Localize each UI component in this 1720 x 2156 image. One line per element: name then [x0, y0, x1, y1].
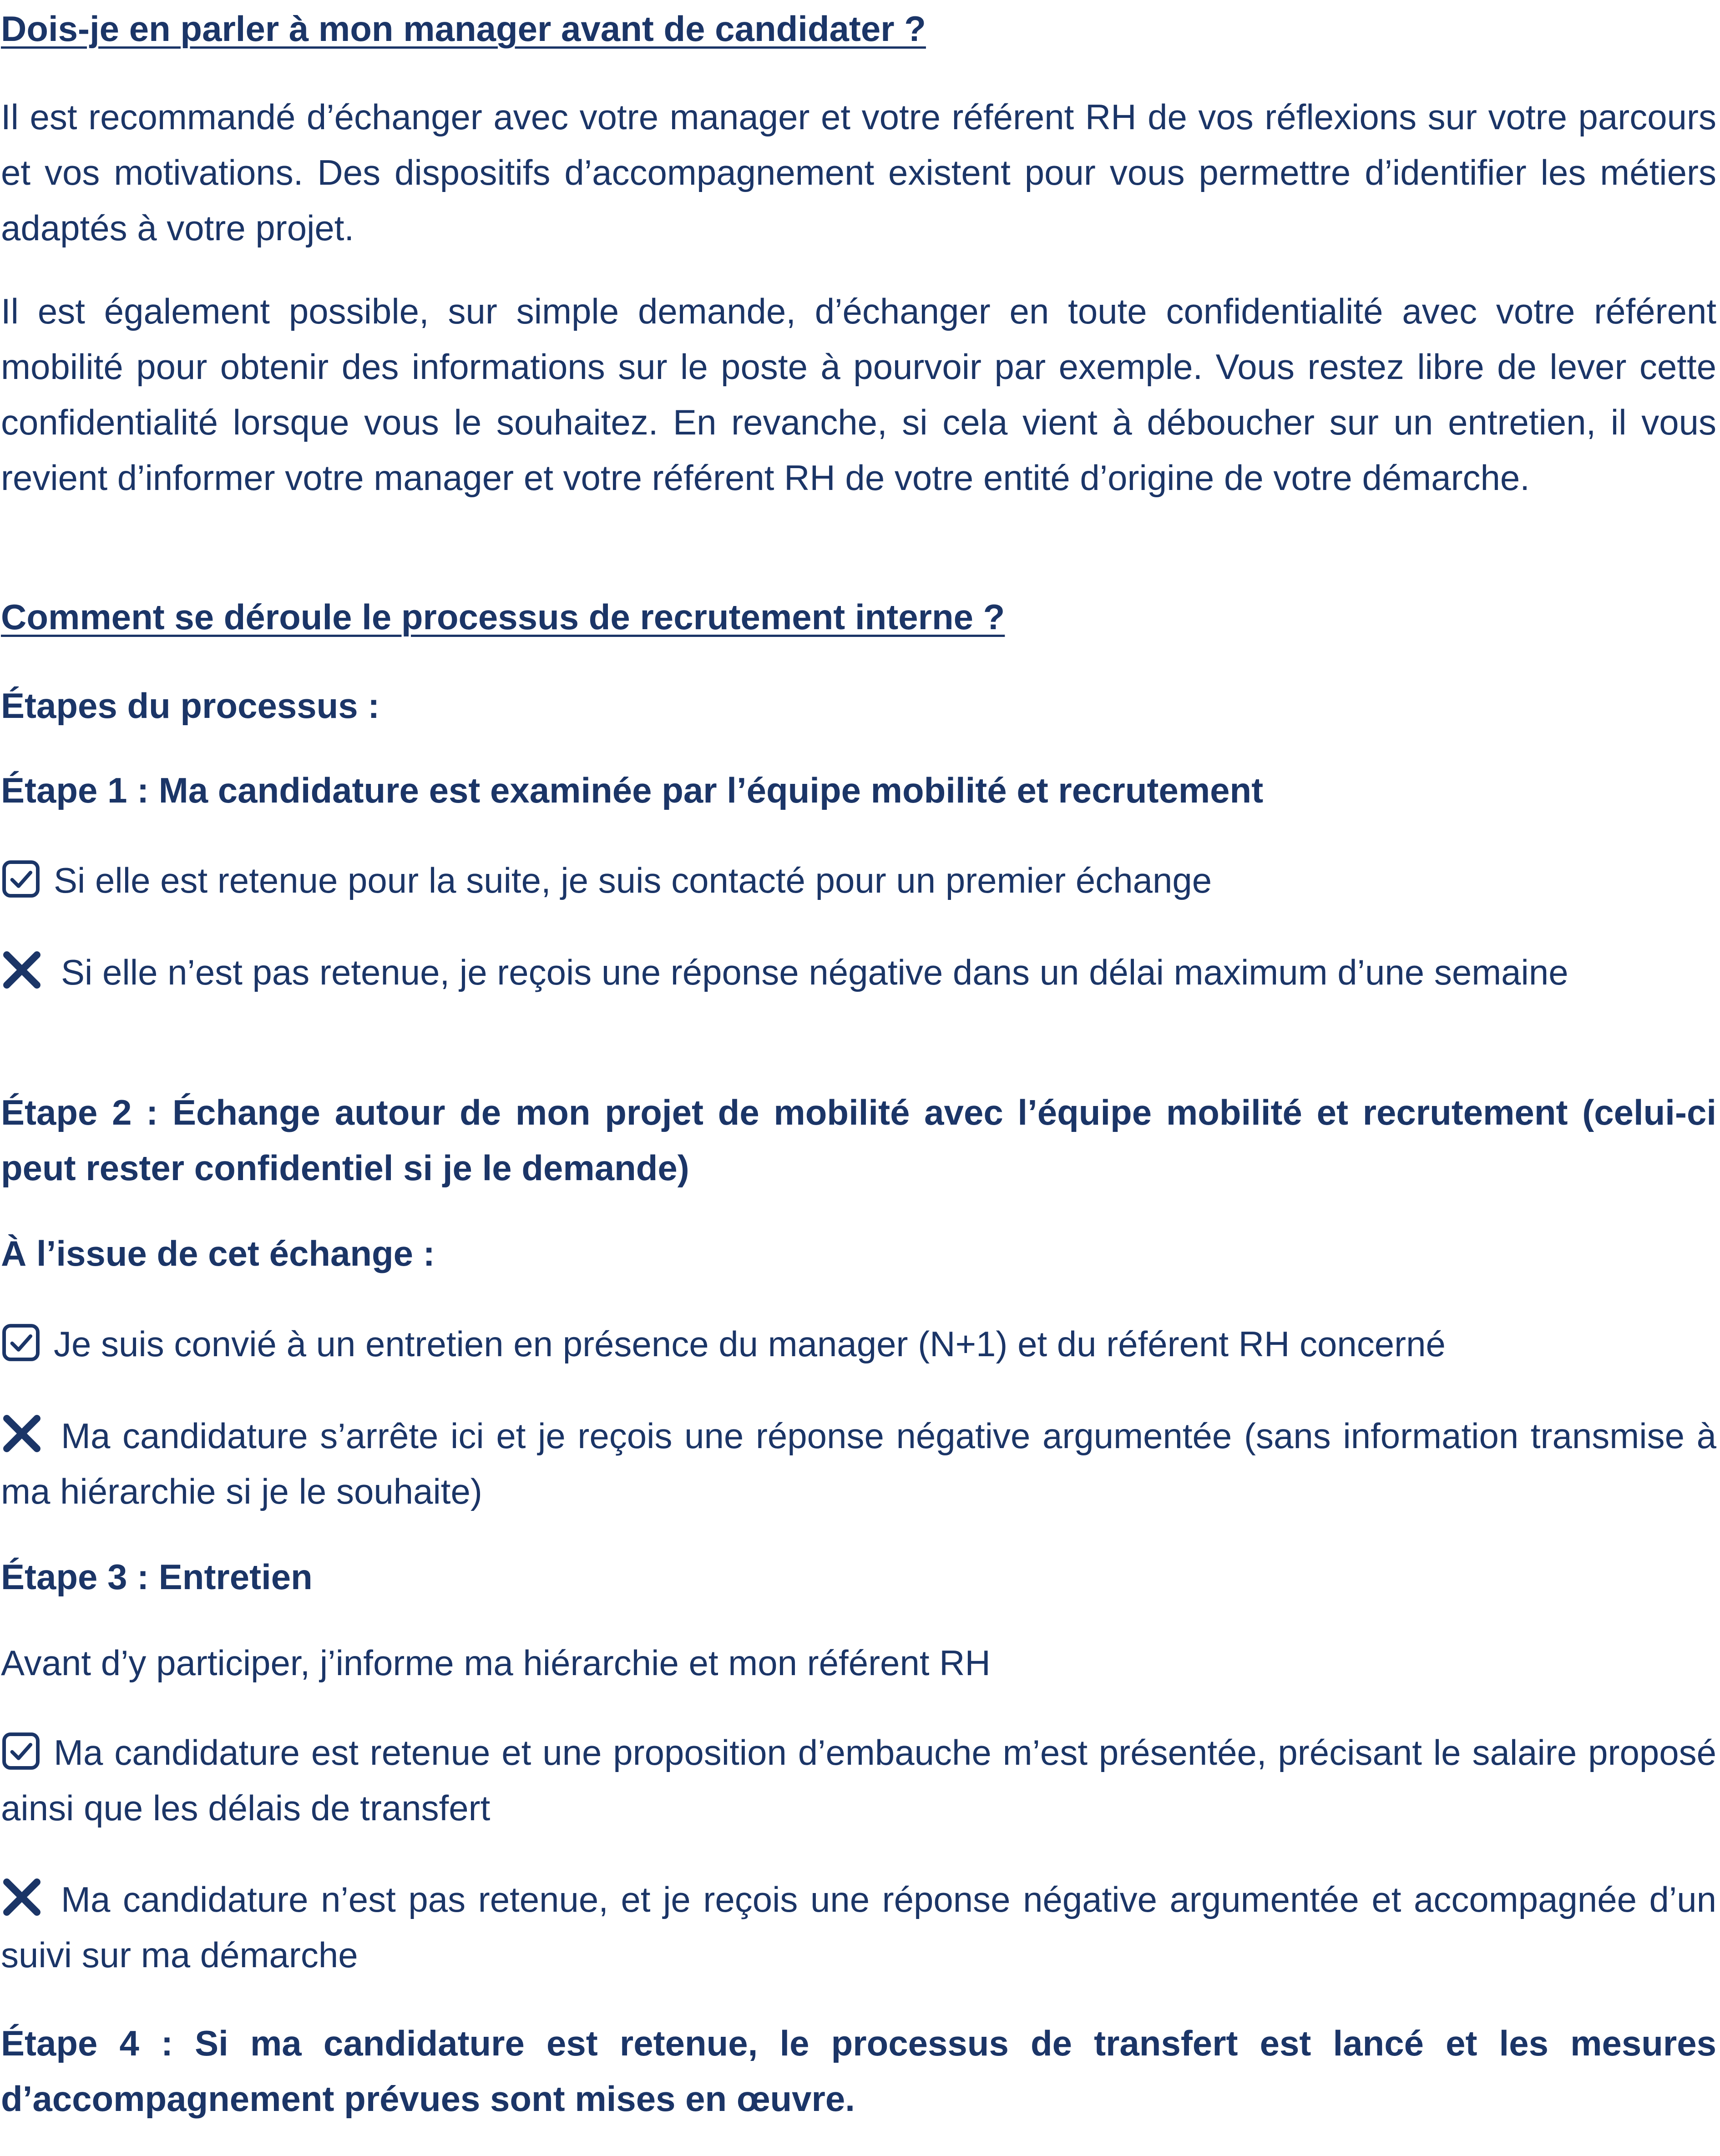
step-3-note: Avant d’y participer, j’informe ma hiérarchie et mon référent RH: [1, 1643, 991, 1683]
step-3-positive-outcome: [1, 1725, 1716, 1836]
step-1-positive-outcome: [1, 853, 1716, 908]
step-3-negative-text: Ma candidature n’est pas retenue, et je reçois une réponse négative argumentée et accompagnée d’un suivi sur ma démarche: [1, 1879, 1716, 1975]
question-talk-to-manager-heading: Dois-je en parler à mon manager avant de candidater ?: [1, 9, 926, 49]
step-4-title: Étape 4 : Si ma candidature est retenue, le processus de transfert est lancé et les mesures d’accompagnement prévues sont mises en œuvre.: [1, 2023, 1716, 2119]
step-2-negative-outcome: [1, 1408, 1716, 1519]
step-1-negative-outcome: [1, 944, 1716, 1000]
step-3-negative-outcome: [1, 1872, 1716, 1983]
step-3-title: Étape 3 : Entretien: [1, 1557, 313, 1597]
step-1-title: Étape 1 : Ma candidature est examinée par l’équipe mobilité et recrutement: [1, 770, 1264, 810]
cross-icon: [1, 1876, 43, 1918]
checkbox-checked-icon: [1, 859, 41, 899]
steps-label: Étapes du processus :: [1, 686, 380, 726]
step-3-positive-text: Ma candidature est retenue et une proposition d’embauche m’est présentée, précisant le salaire proposé ainsi que les délais de transfert: [1, 1732, 1716, 1828]
checkbox-checked-icon: [1, 1323, 41, 1363]
step-2-outcome-label: À l’issue de cet échange :: [1, 1233, 435, 1273]
step-2-positive-outcome: [1, 1316, 1716, 1372]
step-1-positive-text: Si elle est retenue pour la suite, je suis contacté pour un premier échange: [54, 860, 1212, 900]
cross-icon: [1, 1413, 43, 1454]
step-2-positive-text: Je suis convié à un entretien en présence du manager (N+1) et du référent RH concerné: [54, 1324, 1446, 1364]
step-2-negative-text: Ma candidature s’arrête ici et je reçois une réponse négative argumentée (sans information transmise à ma hiérarchie si je le souhaite): [1, 1416, 1716, 1511]
step-2-title: Étape 2 : Échange autour de mon projet de mobilité avec l’équipe mobilité et recrutement (celui-ci peut rester confidentiel si je le demande): [1, 1092, 1716, 1188]
cross-icon: [1, 949, 43, 991]
paragraph-recommendation: Il est recommandé d’échanger avec votre manager et votre référent RH de vos réflexions sur votre parcours et vos motivations. Des dispositifs d’accompagnement existent pour vous permettre d’identifier les métiers adaptés à votre projet.: [1, 97, 1716, 248]
paragraph-confidentiality: Il est également possible, sur simple demande, d’échanger en toute confidentialité avec votre référent mobilité pour obtenir des informations sur le poste à pourvoir par exemple. Vous restez libre de lever cette confidentialité lorsque vous le souhaitez. En revanche, si cela vient à déboucher sur un entretien, il vous revient d’informer votre manager et votre référent RH de votre entité d’origine de votre démarche.: [1, 291, 1716, 498]
step-1-negative-text: Si elle n’est pas retenue, je reçois une réponse négative dans un délai maximum d’une semaine: [61, 952, 1568, 992]
checkbox-checked-icon: [1, 1731, 41, 1771]
question-process-heading: Comment se déroule le processus de recrutement interne ?: [1, 597, 1005, 637]
